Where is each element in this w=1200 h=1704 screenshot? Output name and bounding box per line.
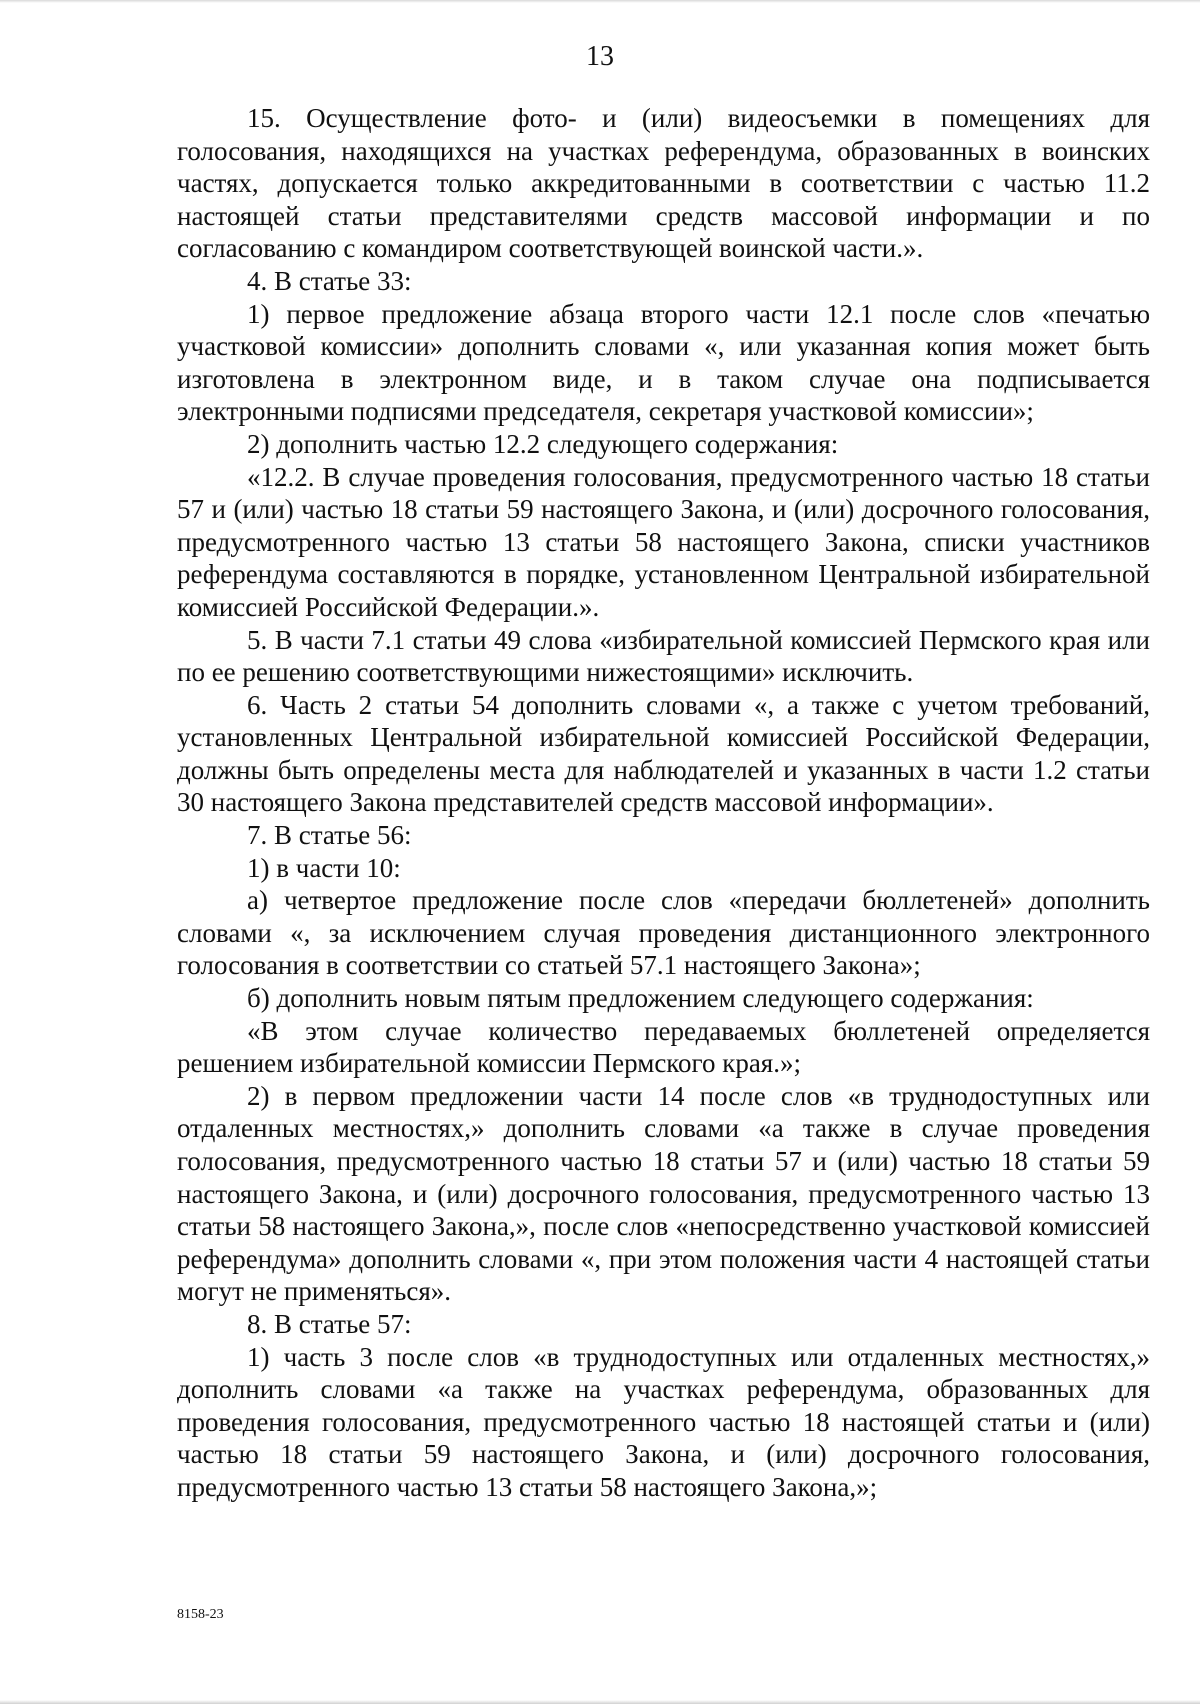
paragraph-7-1-a: а) четвертое предложение после слов «передачи бюллетеней» дополнить словами «, за исключением случая проведения дистанционного электронного голосования в соответствии со статьей 57.1 настоящего Закона»; <box>177 885 1150 981</box>
paragraph-item-7-heading: 7. В статье 56: <box>247 820 412 851</box>
paragraph-7-1: 1) в части 10: <box>247 852 401 883</box>
paragraph-4-2: 2) дополнить частью 12.2 следующего содержания: <box>247 428 839 459</box>
paragraph-8-1: 1) часть 3 после слов «в труднодоступных или отдаленных местностях,» дополнить словами «а также на участках референдума, образованных для проведения голосования, предусмотренного частью 18 настоящей статьи и (или) частью 18 статьи 59 настоящего Закона, и (или) досрочного голосования, предусмотренного частью 13 статьи 58 настоящего Закона,»; <box>177 1341 1150 1502</box>
paragraph-7-1-b-quote: «В этом случае количество передаваемых бюллетеней определяется решением избирательной комиссии Пермского края.»; <box>177 1015 1150 1079</box>
scan-edge-top <box>0 0 1200 3</box>
paragraph-4-1: 1) первое предложение абзаца второго части 12.1 после слов «печатью участковой комиссии» дополнить словами «, или указанная копия может быть изготовлена в электронном виде, и в таком случае она подписывается электронными подписями председателя, секретаря участковой комиссии»; <box>177 298 1150 427</box>
page-number: 13 <box>586 41 614 72</box>
paragraph-item-8-heading: 8. В статье 57: <box>247 1308 412 1339</box>
document-code: 8158-23 <box>177 1607 224 1622</box>
paragraph-item-4-heading: 4. В статье 33: <box>247 265 412 296</box>
paragraph-7-2: 2) в первом предложении части 14 после слов «в труднодоступных или отдаленных местностях,» дополнить словами «а также в случае проведения голосования, предусмотренного частью 18 статьи 57 и (или) частью 18 статьи 59 настоящего Закона, и (или) досрочного голосования, предусмотренного частью 13 статьи 58 настоящего Закона,», после слов «непосредственно участковой комиссией референдума» дополнить словами «, при этом положения части 4 настоящей статьи могут не применяться». <box>177 1080 1150 1307</box>
paragraph-item-5: 5. В части 7.1 статьи 49 слова «избирательной комиссией Пермского края или по ее решению соответствующими нижестоящими» исключить. <box>177 624 1150 688</box>
paragraph-15-photo-video: 15. Осуществление фото- и (или) видеосъемки в помещениях для голосования, находящихся на участках референдума, образованных в воинских частях, допускается только аккредитованными в соответствии с частью 11.2 настоящей статьи представителями средств массовой информации и по согласованию с командиром соответствующей воинской части.». <box>177 103 1150 264</box>
paragraph-item-6: 6. Часть 2 статьи 54 дополнить словами «, а также с учетом требований, установленных Центральной избирательной комиссией Российской Федерации, должны быть определены места для наблюдателей и указанных в части 1.2 статьи 30 настоящего Закона представителей средств массовой информации». <box>177 689 1150 818</box>
paragraph-12-2-quote: «12.2. В случае проведения голосования, предусмотренного частью 18 статьи 57 и (или) частью 18 статьи 59 настоящего Закона, и (или) досрочного голосования, предусмотренного частью 13 статьи 58 настоящего Закона, списки участников референдума составляются в порядке, установленном Центральной избирательной комиссией Российской Федерации.». <box>177 461 1150 622</box>
scan-edge-bottom <box>0 1700 1200 1704</box>
document-body <box>177 102 1150 1504</box>
paragraph-7-1-b: б) дополнить новым пятым предложением следующего содержания: <box>247 983 1034 1014</box>
